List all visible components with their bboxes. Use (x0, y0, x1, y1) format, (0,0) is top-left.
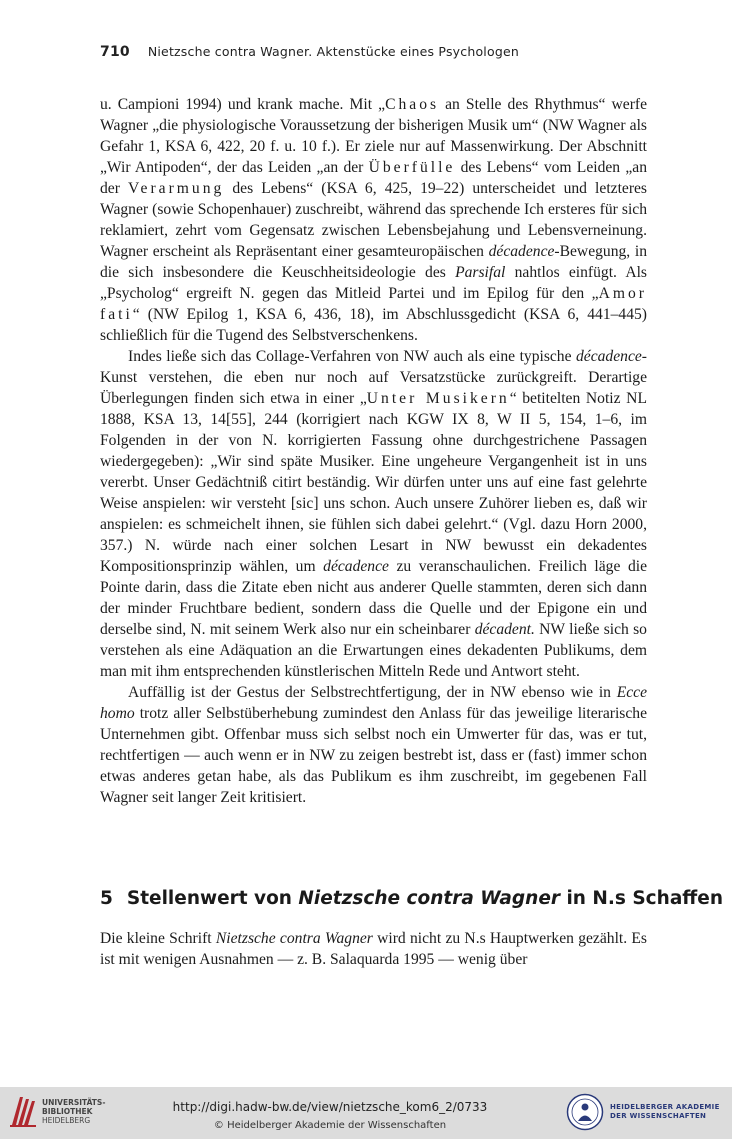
paragraph-1: u. Campioni 1994) und krank mache. Mit „Chaos an Stelle des Rhythmus“ werfe Wagner „die physiologische Voraussetzung der bisherigen Musik um“ (NW Wagner als Gefahr 1, KSA 6, 422, 20 f. u. 10 f.). Er ziele nur auf Massenwirkung. Der Abschnitt „Wir Antipoden“, der das Leiden „an der Überfülle des Lebens“ vom Leiden „an der Verarmung des Lebens“ (KSA 6, 425, 19–22) unterscheidet und letzteres Wagner (sowie Schopenhauer) zuschreibt, während das sprechende Ich ersteres für sich reklamiert, zehrt vom Gegensatz zwischen Lebensbejahung und Lebensverneinung. Wagner erscheint als Repräsentant einer gesamteuropäischen décadence-Bewegung, in die sich insbesondere die Keuschheitsideologie des Parsifal nahtlos einfügt. Als „Psycholog“ ergreift N. gegen das Mitleid Partei und im Epilog für den „Amor fati“ (NW Epilog 1, KSA 6, 436, 18), im Abschlussgedicht (KSA 6, 441–445) schließlich für die Tugend des Selbstverschenkens. (100, 96, 648, 344)
paragraph-4: Die kleine Schrift Nietzsche contra Wagner wird nicht zu N.s Hauptwerken gezählt. Es ist mit wenigen Ausnahmen — z. B. Salaquarda 1995 — wenig über (100, 930, 647, 968)
page-number: 710 (100, 44, 130, 60)
academy-name: HEIDELBERGER AKADEMIE DER WISSENSCHAFTEN (610, 1103, 720, 1120)
source-url-link[interactable]: http://digi.hadw-bw.de/view/nietzsche_kom6_2/0733 (172, 1100, 488, 1114)
academy-seal-icon (566, 1093, 604, 1131)
copyright-notice: © Heidelberger Akademie der Wissenschaften (213, 1120, 447, 1131)
running-title: Nietzsche contra Wagner. Aktenstücke eines Psychologen (147, 44, 519, 59)
footer-bar (0, 1087, 732, 1139)
paragraph-3: Auffällig ist der Gestus der Selbstrechtfertigung, der in NW ebenso wie in Ecce homo trotz aller Selbstüberhebung zumindest den Anlass für das jeweilige literarische Unternehmen gibt. Offenbar muss sich selbst noch ein Umwerter für das, was er tut, rechtfertigen — auch wenn er in NW zu zeigen bestrebt ist, dass er (fast) immer schon etwas anderes getan habe, als das Publikum es ihm zuschreibt, im gegebenen Fall Wagner seit langer Zeit kritisiert. (100, 684, 647, 806)
main-text (100, 94, 647, 808)
section-heading: 5 Stellenwert von Nietzsche contra Wagner in N.s Schaffen (100, 888, 724, 909)
university-library-name: UNIVERSITÄTS- BIBLIOTHEK HEIDELBERG (42, 1098, 106, 1125)
paragraph-2: Indes ließe sich das Collage-Verfahren von NW auch als eine typische décadence-Kunst verstehen, die eben nur noch auf Versatzstücke zurückgreift. Derartige Überlegungen finden sich etwa in einer „Unter Musikern“ betitelten Notiz NL 1888, KSA 13, 14[55], 244 (korrigiert nach KGW IX 8, W II 5, 154, 1–6, im Folgenden in der von N. korrigierten Fassung ohne durchgestrichene Passagen wiedergegeben): „Wir sind späte Musiker. Eine ungeheure Vergangenheit ist in uns vererbt. Unser Gedächtniß citirt beständig. Wir dürfen unter uns auf eine fast gelehrte Weise anspielen: wir versteht [sic] uns schon. Auch unsere Zuhörer lieben es, daß wir anspielen: es schmeichelt ihnen, sie fühlen sich dabei gelehrt.“ (Vgl. dazu Horn 2000, 357.) N. würde nach einer solchen Lesart in NW bewusst ein dekadentes Kompositionsprinzip wählen, um décadence zu veranschaulichen. Freilich läge die Pointe darin, dass die Zitate eben nicht aus anderer Quelle stammten, deren sich dann der minder Fruchtbare bedient, sondern dass die Quelle und der Epigone ein und derselbe sind, N. mit seinem Werk also nur ein scheinbarer décadent. NW ließe sich so verstehen als eine Adäquation an die Erwartungen eines dekadenten Publikums, dem man mit ihm entsprechenden künstlerischen Mitteln Rede und Antwort steht. (100, 348, 647, 680)
section-text (100, 928, 647, 970)
running-head (100, 44, 672, 60)
section-number: 5 (100, 888, 113, 909)
